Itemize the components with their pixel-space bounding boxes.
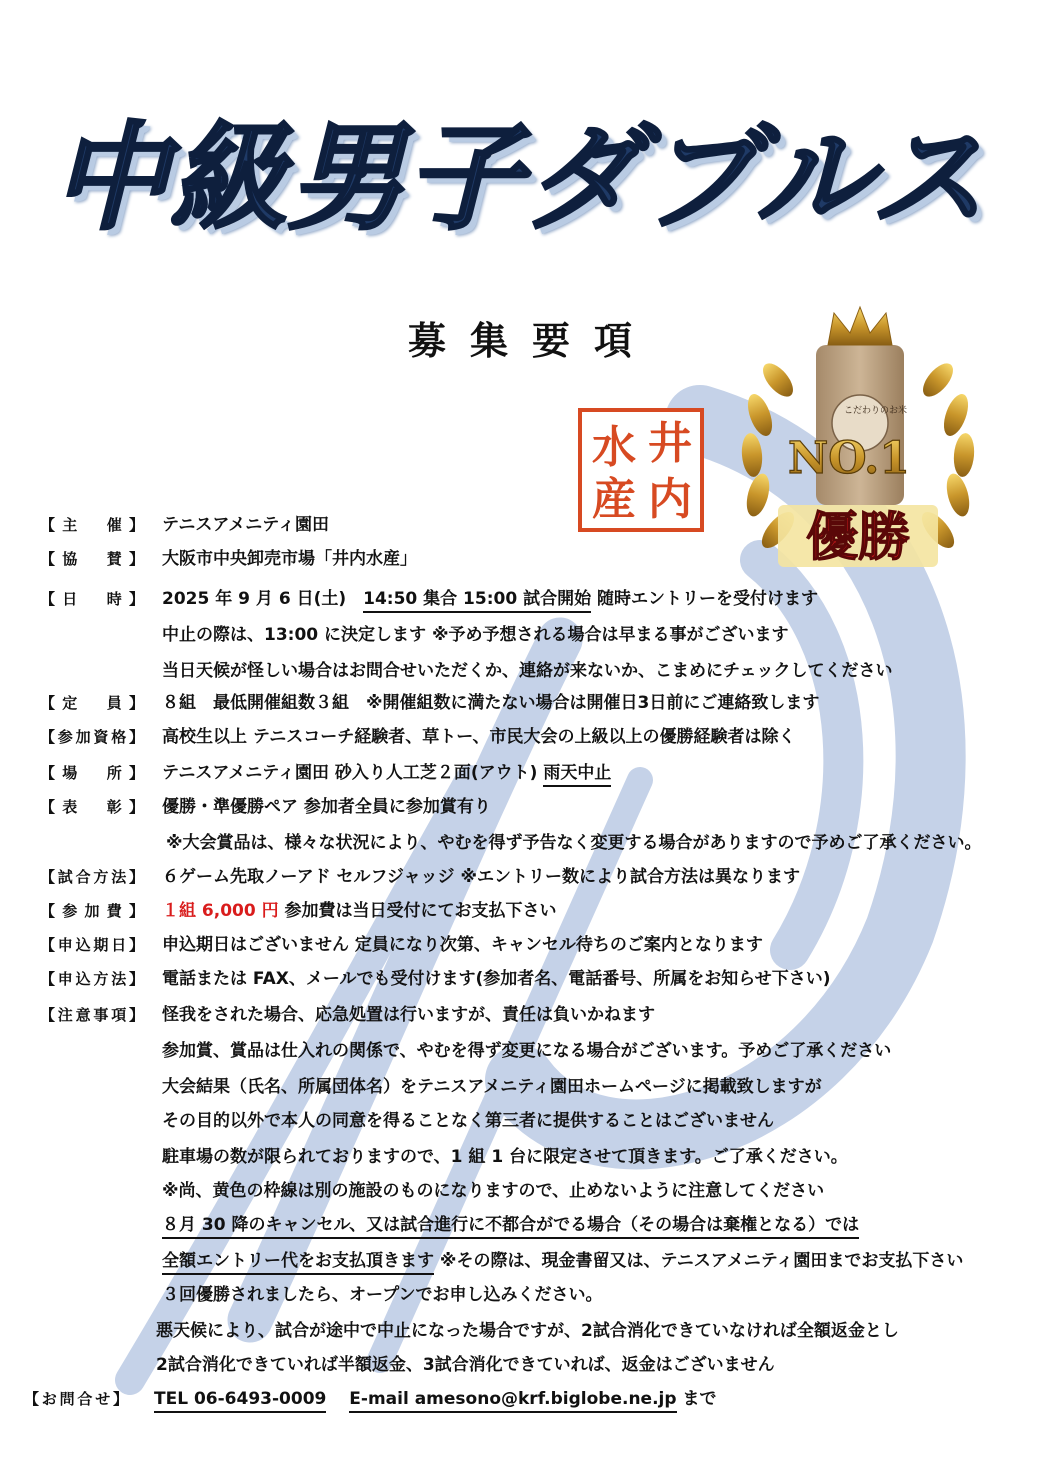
row-label: 【表 彰】 [40, 798, 144, 816]
row-text: 怪我をされた場合、応急処置は行いますが、責任は負いかねます [162, 1005, 655, 1025]
payment-method-note: ※その際は、現金書留又は、テニスアメニティ園田までお支払下さい [439, 1251, 964, 1271]
seal-char: 内 [648, 474, 692, 525]
detail-row-note-results [0, 1070, 1040, 1104]
detail-row-cancel-decision [0, 618, 1040, 652]
detail-row-note-prizes [0, 1034, 1040, 1068]
detail-row-prize-note [0, 826, 1040, 860]
row-label: 【申込方法】 [40, 970, 144, 988]
row-text [162, 756, 611, 790]
venue-text: テニスアメニティ園田 砂入り人工芝２面(アウト) [162, 763, 538, 783]
row-text [162, 894, 557, 928]
detail-row-note-parking [0, 1140, 1040, 1174]
detail-row-notes [0, 998, 1040, 1032]
seal-char: 水 [592, 422, 636, 473]
row-text: その目的以外で本人の同意を得ることなく第三者に提供することはございません [162, 1111, 774, 1131]
row-label: 【申込期日】 [40, 936, 144, 954]
row-label: 【場 所】 [40, 764, 144, 782]
row-label: 【主 催】 [40, 516, 144, 534]
page-subtitle: 募集要項 [407, 319, 656, 363]
contact-suffix: まで [682, 1389, 717, 1409]
seal-char: 産 [592, 474, 636, 525]
row-text: 2試合消化できていれば半額返金、3試合消化できていれば、返金はございません [156, 1355, 775, 1375]
detail-row-note-privacy [0, 1104, 1040, 1138]
row-text: 電話または FAX、メールでも受付けます(参加者名、電話番号、所属をお知らせ下さい) [162, 969, 831, 989]
medal-rank: NO.1 [788, 433, 910, 484]
fee-note: 参加費は当日受付にてお支払下さい [284, 901, 557, 921]
detail-row-match-format [0, 860, 1040, 894]
row-text [162, 582, 818, 616]
row-label: 【参加費】 [40, 902, 144, 920]
row-text: 申込期日はございません 定員になり次第、キャンセル待ちのご案内となります [162, 935, 763, 955]
fee-amount: １組 6,000 円 [162, 901, 279, 921]
detail-row-apply-method [0, 962, 1040, 996]
detail-row-note-weather-refund [0, 1314, 1040, 1348]
contact-phone[interactable]: TEL 06-6493-0009 [154, 1389, 326, 1413]
row-label: 【日 時】 [40, 590, 144, 608]
row-text: テニスアメニティ園田 [162, 515, 329, 535]
row-text: 参加賞、賞品は仕入れの関係で、やむを得ず変更になる場合がございます。予めご了承ください [162, 1041, 892, 1061]
row-label: 【注意事項】 [40, 1006, 144, 1024]
detail-row-note-refund-amount [0, 1348, 1040, 1382]
rain-cancel-note: 雨天中止 [543, 763, 611, 787]
cancellation-text: ８月 30 降のキャンセル、又は試合進行に不都合がでる場合（その場合は棄権となる）では [162, 1215, 859, 1239]
detail-row-fee [0, 894, 1040, 928]
row-text [162, 1244, 963, 1278]
row-label: 【試合方法】 [40, 868, 144, 886]
detail-row-note-full-payment [0, 1244, 1040, 1278]
row-label: 【定 員】 [40, 694, 144, 712]
medal-award: 優勝 [805, 508, 911, 568]
detail-row-venue [0, 756, 1040, 790]
row-label: 【参加資格】 [40, 728, 144, 746]
contact-email[interactable]: E-mail amesono@krf.biglobe.ne.jp [349, 1389, 676, 1413]
row-text: 中止の際は、13:00 に決定します ※予め予想される場合は早まる事がございます [162, 625, 789, 645]
page-title: 中級男子ダブルス [52, 111, 988, 246]
row-text: 優勝・準優勝ペア 参加者全員に参加賞有り [162, 797, 491, 817]
row-text [162, 1208, 859, 1242]
row-label: 【協 賛】 [40, 550, 144, 568]
detail-row-weather-note [0, 654, 1040, 688]
row-text: 当日天候が怪しい場合はお問合せいただくか、連絡が来ないか、こまめにチェックしてください [162, 661, 893, 681]
detail-row-sponsor [0, 542, 1040, 576]
row-text: ※大会賞品は、様々な状況により、やむを得ず予告なく変更する場合がありますので予めご了承ください。 [166, 833, 982, 853]
row-text: ６ゲーム先取ノーアド セルフジャッジ ※エントリー数により試合方法は異なります [162, 867, 800, 887]
detail-row-deadline [0, 928, 1040, 962]
row-text: 高校生以上 テニスコーチ経験者、草トー、市民大会の上級以上の優勝経験者は除く [162, 727, 796, 747]
medal-bag-text: こだわりのお米 [844, 406, 908, 416]
detail-row-note-cancellation [0, 1208, 1040, 1242]
row-text: 大阪市中央卸売市場「井内水産」 [162, 549, 417, 569]
seal-char: 井 [648, 418, 692, 469]
detail-row-note-three-wins [0, 1278, 1040, 1312]
detail-row-datetime [0, 582, 1040, 616]
detail-row-contact [0, 1382, 1040, 1416]
row-text: ８組 最低開催組数３組 ※開催組数に満たない場合は開催日3日前にご連絡致します [162, 693, 820, 713]
row-text: 悪天候により、試合が途中で中止になった場合ですが、2試合消化できていなければ全額返金とし [156, 1321, 899, 1341]
row-text: ※尚、黄色の枠線は別の施設のものになりますので、止めないように注意してください [162, 1181, 825, 1201]
row-label: 【お問合せ】 [24, 1390, 128, 1408]
event-date: 2025 年 9 月 6 日(土) [162, 589, 347, 609]
entry-note: 随時エントリーを受付けます [597, 589, 819, 609]
row-text: ３回優勝されましたら、オープンでお申し込みください。 [162, 1285, 603, 1305]
detail-row-capacity [0, 686, 1040, 720]
detail-row-note-yellow-lines [0, 1174, 1040, 1208]
row-text: 大会結果（氏名、所属団体名）をテニスアメニティ園田ホームページに掲載致しますが [162, 1077, 822, 1097]
detail-row-eligibility [0, 720, 1040, 754]
full-payment-text: 全額エントリー代をお支払頂きます [162, 1251, 434, 1275]
event-time: 14:50 集合 15:00 試合開始 [363, 589, 591, 613]
detail-row-awards [0, 790, 1040, 824]
row-text: 駐車場の数が限られておりますので、1 組 1 台に限定させて頂きます。ご了承ください。 [162, 1147, 848, 1167]
detail-row-organizer [0, 508, 1040, 542]
row-text [154, 1382, 716, 1416]
